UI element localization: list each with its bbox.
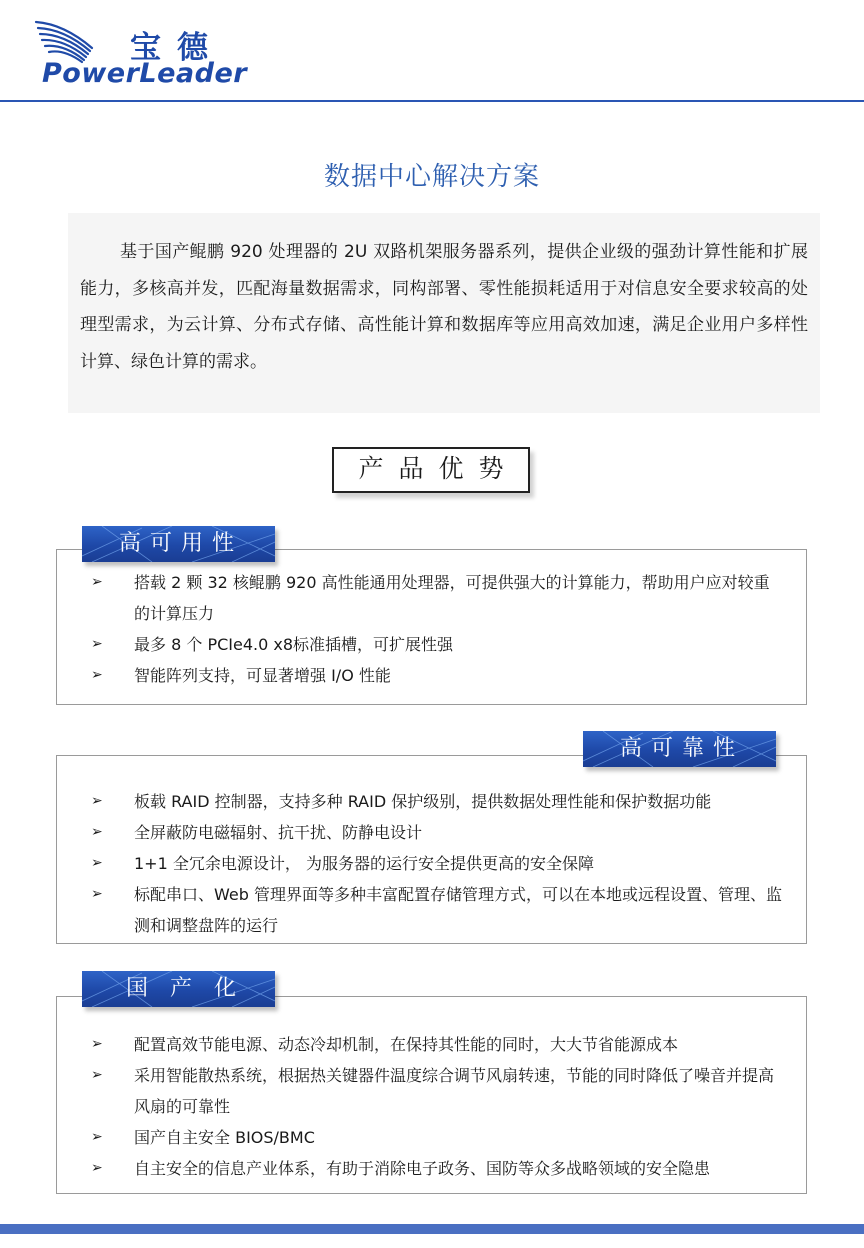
section-tab-high-reliability (583, 731, 776, 767)
list-item (57, 1153, 806, 1184)
list-item-text: 智能阵列支持，可显著增强 I/O 性能 (134, 666, 391, 685)
arrow-bullet-icon: ➢ (91, 1036, 103, 1052)
header-divider (0, 100, 864, 102)
list-item-text: 自主安全的信息产业体系，有助于消除电子政务、国防等众多战略领域的安全隐患 (134, 1159, 711, 1178)
list-item-text: 标配串口、Web 管理界面等多种丰富配置存储管理方式，可以在本地或远程设置、管理、监测和调整盘阵的运行 (134, 885, 782, 935)
list-item-text: 板载 RAID 控制器，支持多种 RAID 保护级别，提供数据处理性能和保护数据功能 (134, 792, 712, 811)
section-localization (56, 996, 807, 1194)
arrow-bullet-icon: ➢ (91, 667, 103, 683)
arrow-bullet-icon: ➢ (91, 886, 103, 902)
feature-list (57, 756, 806, 941)
logo-english-text: PowerLeader (42, 58, 248, 89)
arrow-bullet-icon: ➢ (91, 793, 103, 809)
intro-text: 基于国产鲲鹏 920 处理器的 2U 双路机架服务器系列，提供企业级的强劲计算性能和扩展能力，多核高并发，匹配海量数据需求，同构部署、零性能损耗适用于对信息安全要求较高的处理型需求，为云计算、分布式存储、高性能计算和数据库等应用高效加速，满足企业用户多样性计算、绿色计算的需求。 (80, 242, 808, 372)
list-item-text: 国产自主安全 BIOS/BMC (134, 1128, 315, 1147)
page-title: 数据中心解决方案 (323, 162, 540, 192)
arrow-bullet-icon: ➢ (91, 1129, 103, 1145)
list-item (57, 629, 806, 660)
list-item-text: 配置高效节能电源、动态冷却机制，在保持其性能的同时，大大节省能源成本 (134, 1035, 679, 1054)
section-title: 高可用性 (119, 531, 244, 556)
section-tab-high-availability (82, 526, 275, 562)
section-high-availability (56, 549, 807, 705)
arrow-bullet-icon: ➢ (91, 824, 103, 840)
list-item (57, 848, 806, 879)
list-item (57, 817, 806, 848)
list-item (57, 660, 806, 691)
feature-list (57, 550, 806, 691)
arrow-bullet-icon: ➢ (91, 574, 103, 590)
list-item-text: 采用智能散热系统，根据热关键器件温度综合调节风扇转速，节能的同时降低了噪音并提高风扇的可靠性 (134, 1066, 775, 1116)
list-item-text: 1+1 全冗余电源设计， 为服务器的运行安全提供更高的安全保障 (134, 854, 594, 873)
arrow-bullet-icon: ➢ (91, 1160, 103, 1176)
list-item (57, 1060, 806, 1122)
section-high-reliability (56, 755, 807, 944)
page-header (0, 0, 864, 104)
section-tab-localization (82, 971, 275, 1007)
arrow-bullet-icon: ➢ (91, 855, 103, 871)
list-item-text: 最多 8 个 PCIe4.0 x8标准插槽，可扩展性强 (134, 635, 454, 654)
intro-panel (68, 213, 820, 413)
list-item-text: 搭载 2 颗 32 核鲲鹏 920 高性能通用处理器，可提供强大的计算能力，帮助用户应对较重的计算压力 (134, 573, 770, 623)
list-item (57, 1122, 806, 1153)
list-item (57, 1029, 806, 1060)
powerleader-logo (34, 18, 248, 90)
arrow-bullet-icon: ➢ (91, 636, 103, 652)
footer-bar (0, 1224, 864, 1234)
list-item (57, 567, 806, 629)
list-item (57, 786, 806, 817)
section-title: 国产化 (126, 976, 259, 1001)
list-item (57, 879, 806, 941)
arrow-bullet-icon: ➢ (91, 1067, 103, 1083)
list-item-text: 全屏蔽防电磁辐射、抗干扰、防静电设计 (134, 823, 423, 842)
advantages-heading: 产品优势 (332, 447, 530, 493)
feature-list (57, 997, 806, 1184)
logo-chinese-text: 宝德 (130, 30, 224, 66)
section-title: 高可靠性 (620, 736, 745, 761)
